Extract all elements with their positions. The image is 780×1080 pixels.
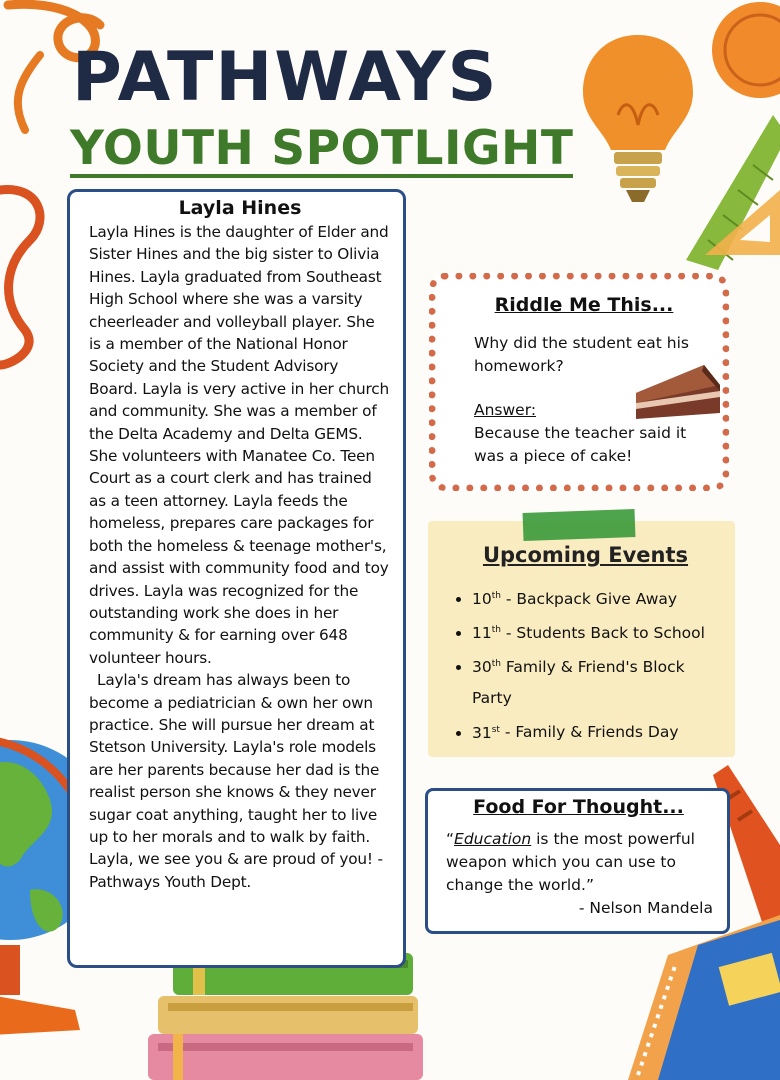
riddle-question: Why did the student eat his homework? — [474, 334, 689, 375]
tape-decoration — [523, 509, 636, 541]
spotlight-card — [67, 189, 406, 968]
events-card — [428, 521, 735, 757]
riddle-title: Riddle Me This... — [494, 294, 674, 316]
page-title: PATHWAYS — [72, 38, 499, 117]
spotlight-paragraph: Layla Hines is the daughter of Elder and Sister Hines and the big sister to Olivia Hines. Layla graduated from Southeast High School where she was a varsity cheerleader and volleyball player. She is a member of the National Honor Society and the Student Advisory Board. Layla is very active in her church and community. She was a member of the Delta Academy and Delta GEMS. She volunteers with Manatee Co. Teen Court as a court clerk and has trained as a teen attorney. Layla feeds the homeless, prepares care packages for both the homeless & teenage mother's, and assist with community food and toy drives. Layla was recognized for the outstanding work she does in her community & for earning over 648 volunteer hours. — [89, 223, 389, 667]
notebook-icon — [628, 915, 780, 1080]
protractor-icon — [700, 170, 780, 260]
page-subtitle: YOUTH SPOTLIGHT — [70, 124, 573, 178]
food-quote: “Education is the most powerful weapon which you can use to change the world.” — [446, 830, 695, 894]
cake-slice-icon — [634, 363, 722, 421]
events-title: Upcoming Events — [482, 543, 689, 567]
riddle-answer: Because the teacher said it was a piece of cake! — [474, 424, 687, 465]
riddle-answer-label: Answer: — [474, 401, 537, 419]
events-list — [446, 581, 725, 749]
food-card — [425, 788, 730, 934]
event-item: • 10th - Backpack Give Away — [472, 581, 725, 615]
event-item: • 11th - Students Back to School — [472, 615, 725, 649]
event-item: • 31st - Family & Friends Day — [472, 714, 725, 748]
spotlight-paragraph: Layla's dream has always been to become a pediatrician & own her own practice. She will pursue her dream at Stetson University. Layla's role models are her parents because her dad is the realist person she knows & they never sugar coat anything, taught her to live up to her morals and to walk by faith. Layla, we see you & are proud of you! - Pathways Youth Dept. — [89, 671, 383, 891]
food-title: Food For Thought... — [473, 796, 684, 818]
spotlight-name: Layla Hines — [178, 197, 302, 219]
protractor-icon — [700, 0, 780, 110]
swirl-icon — [0, 180, 60, 370]
food-author: - Nelson Mandela — [578, 899, 713, 917]
event-item: • 30th Family & Friend's Block Party — [472, 649, 725, 714]
